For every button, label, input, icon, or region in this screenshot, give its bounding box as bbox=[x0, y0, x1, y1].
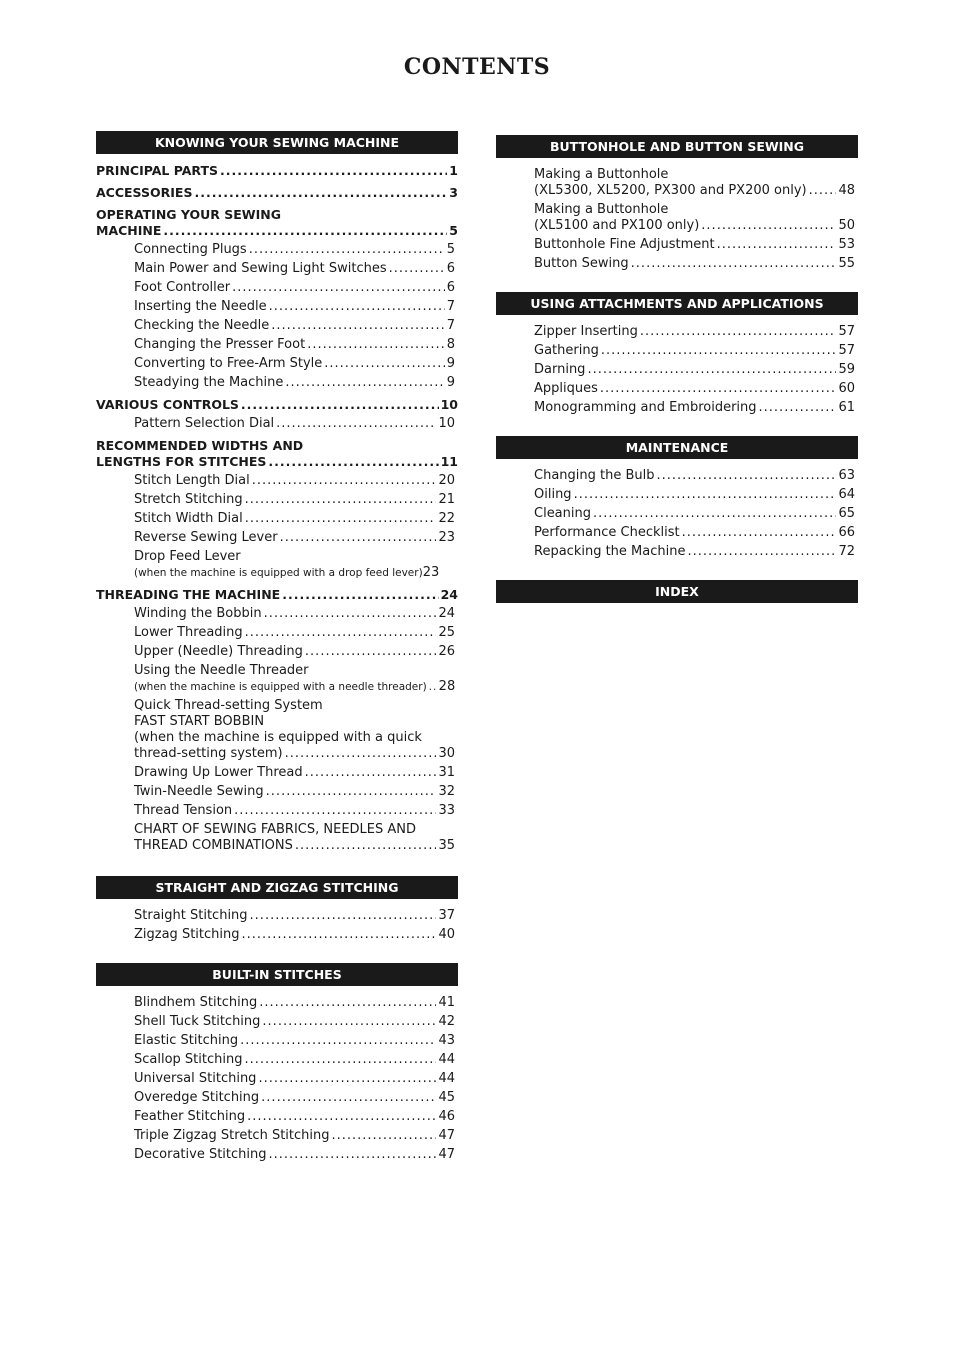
toc-entry-leader-line bbox=[534, 381, 858, 397]
toc-page-number: 48 bbox=[838, 183, 855, 198]
toc-entry-leader-line bbox=[134, 242, 458, 258]
toc-page-number: 57 bbox=[838, 324, 855, 339]
toc-entry-title: Winding the Bobbin bbox=[134, 606, 262, 621]
toc-entry-title-line: (when the machine is equipped with a quick bbox=[134, 730, 422, 745]
toc-entry[interactable] bbox=[96, 204, 458, 239]
toc-entry-title: Steadying the Machine bbox=[134, 375, 284, 390]
dot-leader bbox=[389, 261, 445, 277]
section-header: USING ATTACHMENTS AND APPLICATIONS bbox=[496, 292, 858, 315]
toc-page-number: 55 bbox=[838, 256, 855, 271]
toc-entry-title: Elastic Stitching bbox=[134, 1033, 239, 1048]
toc-entry-title: Lower Threading bbox=[134, 625, 243, 640]
dot-leader bbox=[717, 237, 837, 253]
toc-entry[interactable] bbox=[96, 1030, 458, 1049]
toc-entry-leader-line bbox=[134, 803, 458, 819]
toc-entry-leader-line bbox=[134, 1052, 458, 1068]
dot-leader bbox=[269, 299, 445, 315]
toc-page-number: 20 bbox=[438, 473, 455, 488]
dot-leader bbox=[163, 223, 447, 239]
toc-entry-title-line: FAST START BOBBIN bbox=[134, 714, 265, 729]
dot-leader bbox=[245, 511, 437, 527]
dot-leader bbox=[593, 506, 836, 522]
toc-entry-title: Upper (Needle) Threading bbox=[134, 644, 303, 659]
toc-entry-title: Universal Stitching bbox=[134, 1071, 257, 1086]
dot-leader bbox=[276, 416, 436, 432]
toc-entry-leader-line bbox=[134, 784, 458, 800]
toc-page-number: 50 bbox=[838, 218, 855, 233]
toc-entry-leader-line bbox=[534, 256, 858, 272]
toc-entry-leader-line bbox=[134, 337, 458, 353]
toc-entry-title: Buttonhole Fine Adjustment bbox=[534, 237, 715, 252]
dot-leader bbox=[305, 644, 437, 660]
toc-entry-leader-line bbox=[134, 1033, 458, 1049]
toc-entry[interactable] bbox=[96, 1125, 458, 1144]
toc-entry-leader-line bbox=[134, 416, 458, 432]
dot-leader bbox=[220, 163, 447, 179]
toc-entry-leader-line bbox=[134, 606, 458, 622]
toc-entry[interactable] bbox=[96, 660, 458, 695]
toc-entry[interactable] bbox=[496, 199, 858, 234]
toc-entry[interactable] bbox=[96, 584, 458, 603]
toc-page-number: 46 bbox=[438, 1109, 455, 1124]
toc-entry-title: Gathering bbox=[534, 343, 599, 358]
toc-entry[interactable] bbox=[96, 603, 458, 622]
toc-entry-title: Appliques bbox=[534, 381, 598, 396]
dot-leader bbox=[701, 218, 836, 234]
toc-page-number: 40 bbox=[438, 927, 455, 942]
dot-leader bbox=[232, 280, 445, 296]
toc-entry-title: Stitch Width Dial bbox=[134, 511, 243, 526]
toc-entry[interactable] bbox=[496, 253, 858, 272]
dot-leader bbox=[687, 544, 836, 560]
toc-page-number: 26 bbox=[438, 644, 455, 659]
section-header: INDEX bbox=[496, 580, 858, 603]
toc-entry-title: Blindhem Stitching bbox=[134, 995, 258, 1010]
toc-page-number: 41 bbox=[438, 995, 455, 1010]
toc-page-number: 8 bbox=[446, 337, 455, 352]
dot-leader bbox=[266, 784, 437, 800]
toc-entry[interactable] bbox=[96, 1049, 458, 1068]
dot-leader bbox=[262, 1014, 436, 1030]
dot-leader bbox=[194, 185, 447, 201]
toc-entry[interactable] bbox=[96, 470, 458, 489]
toc-entry[interactable] bbox=[96, 1106, 458, 1125]
dot-leader bbox=[258, 1071, 436, 1087]
toc-entry-title: Triple Zigzag Stretch Stitching bbox=[134, 1128, 330, 1143]
toc-page-number: 47 bbox=[438, 1128, 455, 1143]
dot-leader bbox=[245, 492, 437, 508]
toc-entry-leader-line bbox=[534, 506, 858, 522]
toc-entry[interactable] bbox=[496, 465, 858, 484]
toc-page-number: 3 bbox=[449, 185, 458, 200]
toc-entry-leader-line bbox=[134, 1090, 458, 1106]
toc-entry-leader-line bbox=[134, 375, 458, 391]
dot-leader bbox=[305, 765, 437, 781]
toc-entry[interactable] bbox=[96, 1011, 458, 1030]
toc-entry-title: MACHINE bbox=[96, 223, 162, 238]
toc-page-number: 7 bbox=[446, 318, 455, 333]
toc-entry[interactable] bbox=[496, 164, 858, 199]
toc-entry[interactable] bbox=[96, 527, 458, 546]
dot-leader bbox=[280, 530, 437, 546]
toc-entry-title: Shell Tuck Stitching bbox=[134, 1014, 261, 1029]
toc-page-number: 42 bbox=[438, 1014, 455, 1029]
toc-page-number: 30 bbox=[438, 746, 455, 761]
toc-entry-title-line: CHART OF SEWING FABRICS, NEEDLES AND bbox=[134, 822, 417, 837]
toc-entry[interactable] bbox=[96, 1068, 458, 1087]
dot-leader bbox=[640, 324, 837, 340]
section-header: STRAIGHT AND ZIGZAG STITCHING bbox=[96, 876, 458, 899]
dot-leader bbox=[271, 318, 444, 334]
toc-entry-leader-line bbox=[534, 468, 858, 484]
toc-entry-leader-line bbox=[134, 530, 458, 546]
toc-entry-title-line: Making a Buttonhole bbox=[534, 202, 669, 217]
toc-page-number: 45 bbox=[438, 1090, 455, 1105]
toc-entry-title: Straight Stitching bbox=[134, 908, 248, 923]
toc-entry-leader-line bbox=[134, 565, 458, 581]
toc-entry[interactable] bbox=[96, 334, 458, 353]
toc-entry-leader-line bbox=[134, 261, 458, 277]
toc-entry[interactable] bbox=[96, 258, 458, 277]
toc-entry-title-line: Making a Buttonhole bbox=[534, 167, 669, 182]
toc-entry-title: Oiling bbox=[534, 487, 572, 502]
toc-entry-title: Pattern Selection Dial bbox=[134, 416, 275, 431]
toc-page-number: 37 bbox=[438, 908, 455, 923]
dot-leader bbox=[249, 242, 445, 258]
toc-entry-leader-line bbox=[134, 625, 458, 641]
toc-entry-leader-line bbox=[134, 1147, 458, 1163]
toc-entry-leader-line bbox=[134, 1071, 458, 1087]
toc-entry-leader-line bbox=[134, 927, 458, 943]
section-header: MAINTENANCE bbox=[496, 436, 858, 459]
toc-page-number: 63 bbox=[838, 468, 855, 483]
dot-leader bbox=[282, 587, 438, 603]
toc-entry-leader-line bbox=[134, 908, 458, 924]
toc-entry[interactable] bbox=[96, 781, 458, 800]
toc-entry-title: Main Power and Sewing Light Switches bbox=[134, 261, 387, 276]
dot-leader bbox=[268, 454, 438, 470]
section-index bbox=[496, 580, 858, 603]
toc-entry-title: VARIOUS CONTROLS bbox=[96, 397, 239, 412]
page-title: CONTENTS bbox=[403, 54, 551, 80]
toc-entry[interactable] bbox=[96, 182, 458, 201]
toc-entry-leader-line bbox=[134, 995, 458, 1011]
toc-entry-title-line: RECOMMENDED WIDTHS AND bbox=[96, 438, 304, 453]
toc-entry-note: (when the machine is equipped with a drop feed lever) bbox=[134, 567, 423, 579]
toc-entry-title: Checking the Needle bbox=[134, 318, 270, 333]
toc-entry-leader-line bbox=[96, 223, 458, 239]
toc-page-number: 10 bbox=[440, 397, 458, 412]
toc-entry-title: Changing the Presser Foot bbox=[134, 337, 306, 352]
toc-entry-leader-line bbox=[134, 280, 458, 296]
toc-entry[interactable] bbox=[496, 321, 858, 340]
dot-leader bbox=[324, 356, 444, 372]
toc-entry[interactable] bbox=[496, 359, 858, 378]
toc-entry[interactable] bbox=[96, 277, 458, 296]
toc-entry[interactable] bbox=[96, 924, 458, 943]
toc-entry-leader-line bbox=[134, 1109, 458, 1125]
section-built-in-stitches bbox=[96, 963, 458, 1163]
toc-entry-title: Connecting Plugs bbox=[134, 242, 247, 257]
toc-page-number: 65 bbox=[838, 506, 855, 521]
toc-page-number: 33 bbox=[438, 803, 455, 818]
toc-entry-leader-line bbox=[534, 487, 858, 503]
toc-page-number: 66 bbox=[838, 525, 855, 540]
toc-entry-leader-line bbox=[134, 299, 458, 315]
toc-entry-title: Zigzag Stitching bbox=[134, 927, 240, 942]
toc-entry[interactable] bbox=[96, 489, 458, 508]
toc-entry-leader-line bbox=[134, 679, 458, 695]
toc-entry[interactable] bbox=[496, 522, 858, 541]
dot-leader bbox=[240, 1033, 436, 1049]
toc-entry-leader-line bbox=[534, 324, 858, 340]
toc-entry[interactable] bbox=[96, 435, 458, 470]
dot-leader bbox=[600, 381, 837, 397]
toc-entry[interactable] bbox=[496, 234, 858, 253]
dot-leader bbox=[307, 337, 445, 353]
toc-entry[interactable] bbox=[96, 641, 458, 660]
toc-page-number: 1 bbox=[449, 163, 458, 178]
toc-page-number: 5 bbox=[446, 242, 455, 257]
toc-entry[interactable] bbox=[96, 296, 458, 315]
dot-leader bbox=[247, 1109, 436, 1125]
toc-entry-title: Drawing Up Lower Thread bbox=[134, 765, 303, 780]
toc-entry[interactable] bbox=[96, 992, 458, 1011]
toc-entry-title: Darning bbox=[534, 362, 586, 377]
toc-entry[interactable] bbox=[496, 378, 858, 397]
toc-entry-title: Foot Controller bbox=[134, 280, 231, 295]
toc-page-number: 23 bbox=[422, 565, 440, 580]
toc-page-number: 9 bbox=[446, 375, 455, 390]
toc-entry-title: THREAD COMBINATIONS bbox=[134, 838, 293, 853]
toc-page-number: 53 bbox=[838, 237, 855, 252]
toc-entry-leader-line bbox=[96, 587, 458, 603]
section-header: BUILT-IN STITCHES bbox=[96, 963, 458, 986]
toc-entry-title: Changing the Bulb bbox=[534, 468, 655, 483]
dot-leader bbox=[261, 1090, 436, 1106]
dot-leader bbox=[429, 679, 437, 695]
toc-page-number: 25 bbox=[438, 625, 455, 640]
dot-leader bbox=[601, 343, 837, 359]
toc-entry-title: (XL5300, XL5200, PX300 and PX200 only) bbox=[534, 183, 807, 198]
toc-entry[interactable] bbox=[496, 503, 858, 522]
dot-leader bbox=[264, 606, 437, 622]
toc-page-number: 6 bbox=[446, 280, 455, 295]
toc-page-number: 47 bbox=[438, 1147, 455, 1162]
toc-entry-title: Twin-Needle Sewing bbox=[134, 784, 264, 799]
toc-entry[interactable] bbox=[496, 484, 858, 503]
toc-page-number: 7 bbox=[446, 299, 455, 314]
dot-leader bbox=[241, 397, 439, 413]
toc-page-number: 32 bbox=[438, 784, 455, 799]
toc-entry-title: LENGTHS FOR STITCHES bbox=[96, 454, 267, 469]
section-header: BUTTONHOLE AND BUTTON SEWING bbox=[496, 135, 858, 158]
toc-entry[interactable] bbox=[496, 340, 858, 359]
dot-leader bbox=[242, 927, 437, 943]
section-knowing-your-sewing-machine bbox=[96, 131, 458, 854]
toc-entry-title: Converting to Free-Arm Style bbox=[134, 356, 323, 371]
contents-column-left bbox=[96, 131, 458, 1183]
toc-page-number: 6 bbox=[446, 261, 455, 276]
toc-page-number: 44 bbox=[438, 1071, 455, 1086]
toc-entry-leader-line bbox=[534, 183, 858, 199]
dot-leader bbox=[269, 1147, 437, 1163]
toc-entry-title: Overedge Stitching bbox=[134, 1090, 260, 1105]
dot-leader bbox=[259, 995, 436, 1011]
toc-entry-title: thread-setting system) bbox=[134, 746, 283, 761]
toc-entry-leader-line bbox=[134, 473, 458, 489]
toc-entry-leader-line bbox=[534, 237, 858, 253]
toc-entry-title: Drop Feed Lever bbox=[134, 549, 241, 564]
toc-entry-title: ACCESSORIES bbox=[96, 185, 193, 200]
toc-entry-leader-line bbox=[534, 400, 858, 416]
toc-entry[interactable] bbox=[96, 394, 458, 413]
section-buttonhole-and-button-sewing bbox=[496, 135, 858, 272]
toc-entry-leader-line bbox=[134, 1014, 458, 1030]
toc-page-number: 21 bbox=[438, 492, 455, 507]
toc-entry-title-line: OPERATING YOUR SEWING bbox=[96, 207, 281, 222]
section-maintenance bbox=[496, 436, 858, 560]
toc-entry[interactable] bbox=[96, 800, 458, 819]
toc-entry-title: Cleaning bbox=[534, 506, 591, 521]
toc-entry[interactable] bbox=[96, 508, 458, 527]
toc-entry-leader-line bbox=[96, 397, 458, 413]
toc-page-number: 44 bbox=[438, 1052, 455, 1067]
toc-entry-leader-line bbox=[534, 218, 858, 234]
dot-leader bbox=[587, 362, 836, 378]
toc-entry-title: Feather Stitching bbox=[134, 1109, 246, 1124]
toc-page-number: 59 bbox=[838, 362, 855, 377]
toc-entry-leader-line bbox=[534, 362, 858, 378]
section-straight-and-zigzag-stitching bbox=[96, 876, 458, 943]
dot-leader bbox=[285, 375, 444, 391]
dot-leader bbox=[250, 908, 437, 924]
toc-entry-title: PRINCIPAL PARTS bbox=[96, 163, 219, 178]
dot-leader bbox=[245, 625, 437, 641]
toc-entry-title: Using the Needle Threader bbox=[134, 663, 309, 678]
toc-page-number: 24 bbox=[440, 587, 458, 602]
toc-entry[interactable] bbox=[96, 413, 458, 432]
toc-entry-title: Thread Tension bbox=[134, 803, 233, 818]
toc-entry[interactable] bbox=[96, 622, 458, 641]
toc-entry-leader-line bbox=[134, 765, 458, 781]
toc-page-number: 61 bbox=[838, 400, 855, 415]
section-using-attachments-and-applications bbox=[496, 292, 858, 416]
toc-entry-note: (when the machine is equipped with a needle threader) bbox=[134, 681, 427, 693]
toc-page-number: 28 bbox=[438, 679, 456, 694]
toc-entry[interactable] bbox=[496, 397, 858, 416]
toc-page-number: 22 bbox=[438, 511, 455, 526]
toc-entry-title: THREADING THE MACHINE bbox=[96, 587, 281, 602]
toc-entry[interactable] bbox=[96, 762, 458, 781]
toc-entry-leader-line bbox=[134, 492, 458, 508]
toc-entry[interactable] bbox=[96, 1087, 458, 1106]
dot-leader bbox=[809, 183, 837, 199]
toc-entry-leader-line bbox=[134, 746, 458, 762]
toc-page-number: 60 bbox=[838, 381, 855, 396]
toc-entry-title: Inserting the Needle bbox=[134, 299, 267, 314]
toc-entry[interactable] bbox=[96, 239, 458, 258]
toc-entry-title: Stitch Length Dial bbox=[134, 473, 250, 488]
toc-entry[interactable] bbox=[96, 819, 458, 854]
toc-entry-leader-line bbox=[96, 454, 458, 470]
toc-entry-title: Monogramming and Embroidering bbox=[534, 400, 757, 415]
toc-entry[interactable] bbox=[96, 695, 458, 762]
toc-page-number: 57 bbox=[838, 343, 855, 358]
toc-entry-title: Reverse Sewing Lever bbox=[134, 530, 278, 545]
toc-entry-leader-line bbox=[534, 343, 858, 359]
toc-page-number: 23 bbox=[438, 530, 455, 545]
dot-leader bbox=[631, 256, 837, 272]
toc-entry[interactable] bbox=[96, 160, 458, 179]
toc-entry-title: (XL5100 and PX100 only) bbox=[534, 218, 700, 233]
toc-entry-leader-line bbox=[134, 1128, 458, 1144]
toc-entry-title: Repacking the Machine bbox=[534, 544, 686, 559]
dot-leader bbox=[244, 1052, 436, 1068]
section-header: KNOWING YOUR SEWING MACHINE bbox=[96, 131, 458, 154]
toc-entry-leader-line bbox=[134, 511, 458, 527]
dot-leader bbox=[234, 803, 436, 819]
toc-entry[interactable] bbox=[96, 353, 458, 372]
toc-entry[interactable] bbox=[96, 546, 458, 581]
dot-leader bbox=[759, 400, 837, 416]
toc-page-number: 64 bbox=[838, 487, 855, 502]
toc-entry-title: Stretch Stitching bbox=[134, 492, 243, 507]
toc-page-number: 5 bbox=[449, 223, 458, 238]
toc-page-number: 35 bbox=[438, 838, 455, 853]
dot-leader bbox=[332, 1128, 437, 1144]
toc-entry-leader-line bbox=[534, 525, 858, 541]
dot-leader bbox=[252, 473, 437, 489]
dot-leader bbox=[657, 468, 837, 484]
toc-entry-leader-line bbox=[96, 163, 458, 179]
toc-page-number: 24 bbox=[438, 606, 455, 621]
toc-entry-leader-line bbox=[134, 644, 458, 660]
toc-page-number: 10 bbox=[438, 416, 455, 431]
toc-entry[interactable] bbox=[96, 315, 458, 334]
toc-entry-title: Decorative Stitching bbox=[134, 1147, 267, 1162]
toc-page-number: 43 bbox=[438, 1033, 455, 1048]
toc-entry-title: Button Sewing bbox=[534, 256, 629, 271]
toc-entry-title: Zipper Inserting bbox=[534, 324, 638, 339]
toc-entry-leader-line bbox=[134, 838, 458, 854]
toc-page-number: 72 bbox=[838, 544, 855, 559]
toc-entry-title-line: Quick Thread-setting System bbox=[134, 698, 323, 713]
toc-entry[interactable] bbox=[496, 541, 858, 560]
dot-leader bbox=[285, 746, 437, 762]
toc-entry-leader-line bbox=[134, 356, 458, 372]
toc-entry[interactable] bbox=[96, 372, 458, 391]
toc-page-number: 11 bbox=[440, 454, 458, 469]
toc-entry-title: Scallop Stitching bbox=[134, 1052, 243, 1067]
dot-leader bbox=[295, 838, 437, 854]
toc-entry[interactable] bbox=[96, 1144, 458, 1163]
toc-entry-leader-line bbox=[534, 544, 858, 560]
toc-entry[interactable] bbox=[96, 905, 458, 924]
toc-entry-leader-line bbox=[96, 185, 458, 201]
contents-column-right bbox=[496, 135, 858, 623]
toc-page-number: 31 bbox=[438, 765, 455, 780]
toc-entry-leader-line bbox=[134, 318, 458, 334]
dot-leader bbox=[574, 487, 837, 503]
dot-leader bbox=[682, 525, 837, 541]
toc-entry-title: Performance Checklist bbox=[534, 525, 680, 540]
toc-page-number: 9 bbox=[446, 356, 455, 371]
